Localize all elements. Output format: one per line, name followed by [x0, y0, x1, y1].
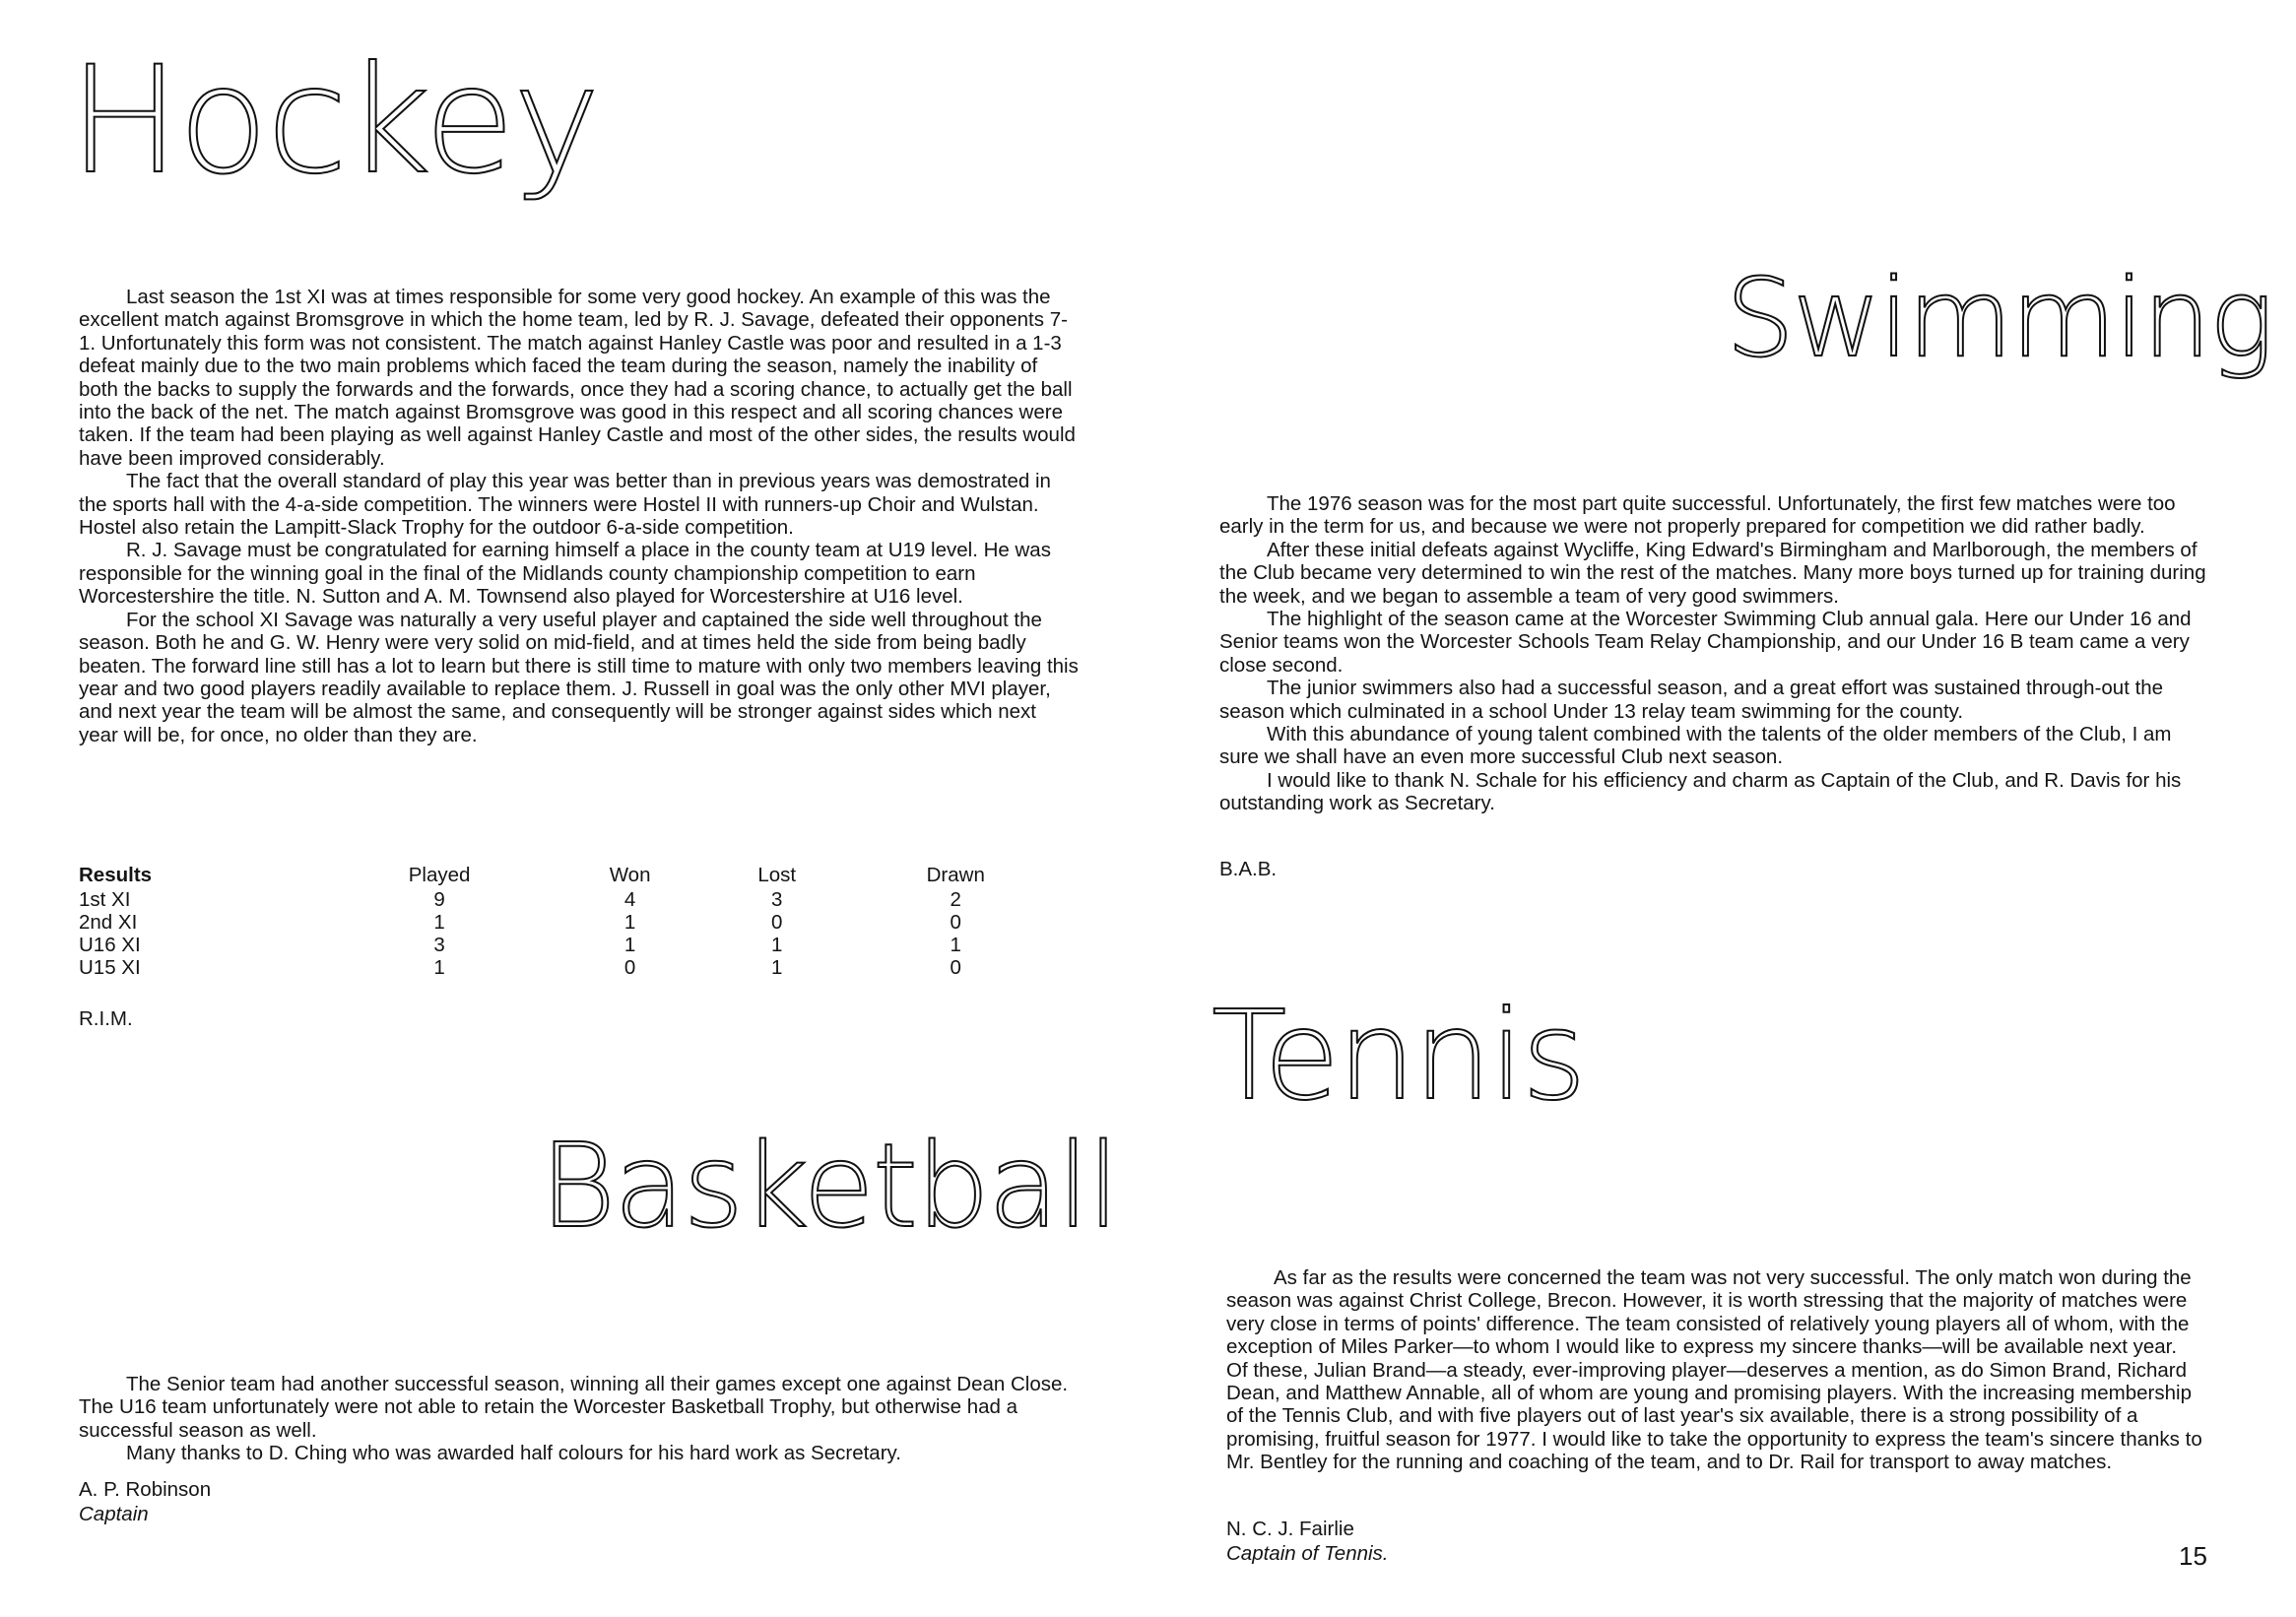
column-header-lost: Lost — [757, 864, 797, 886]
basketball-signature — [79, 1477, 211, 1526]
drawn-cell: 2 — [950, 888, 961, 911]
team-cell: 2nd XI — [79, 911, 138, 934]
signature-name: N. C. J. Fairlie — [1226, 1518, 1354, 1540]
swimming-paragraph: The highlight of the season came at the Worcester Swimming Club annual gala. Here our Under 16 and Senior teams won the Worcester Schools Team Relay Championship, and our Under 16 B team came a very close second. — [1219, 608, 2192, 677]
played-cell: 3 — [433, 934, 445, 956]
swimming-article — [1219, 492, 2209, 815]
drawn-cell: 1 — [950, 934, 961, 956]
hockey-paragraph: R. J. Savage must be congratulated for earning himself a place in the county team at U19 level. He was responsible for the winning goal in the final of the Midlands county championship competition to earn Worcestershire the title. N. Sutton and A. M. Townsend also played for Worcestershire at U16 level. — [79, 539, 1051, 609]
won-cell: 1 — [623, 911, 636, 934]
signature-role: Captain of Tennis. — [1226, 1542, 1389, 1565]
tennis-paragraph: As far as the results were concerned the team was not very successful. The only match won during the season was against Christ College, Brecon. However, it is worth stressing that the majority of matches were very close in terms of points' difference. The team consisted of relatively young players all of whom, with the exception of Miles Parker—to whom I would like to express my sincere thanks—will be available next year. Of these, Julian Brand—a steady, ever-improving player—deserves a mention, as do Simon Brand, Richard Dean, and Matthew Annable, all of whom are young and promising players. With the increasing membership of the Tennis Club, and with five players out of last year's six available, there is a strong possibility of a promising, fruitful season for 1977. I would like to take the opportunity to express the team's sincere thanks to Mr. Bentley for the running and coaching of the team, and to Dr. Rail for transport to away matches. — [1226, 1266, 2202, 1474]
team-cell: U16 XI — [79, 934, 141, 956]
played-cell: 9 — [433, 888, 445, 911]
played-cell: 1 — [433, 956, 445, 979]
won-cell: 1 — [623, 934, 636, 956]
hockey-paragraph: For the school XI Savage was naturally a very useful player and captained the side well throughout the season. Both he and G. W. Henry were very solid on mid-field, and at times held the side from being badly beaten. The forward line still has a lot to learn but there is still time to mature with only two members leaving this year and two good players readily available to replace them. J. Russell in goal was the only other MVI player, and next year the team will be almost the same, and consequently will be stronger against sides which next year will be, for once, no older than they are. — [79, 608, 1079, 746]
hockey-heading: Hockey — [69, 35, 599, 207]
hockey-results-table — [79, 864, 1064, 979]
swimming-heading: Swimming — [1726, 255, 2272, 381]
results-label: Results — [79, 864, 153, 886]
swimming-paragraph: With this abundance of young talent combined with the talents of the older members of the Club, I am sure we shall have an even more successful Club next season. — [1219, 723, 2172, 769]
tennis-heading: Tennis — [1212, 985, 1585, 1128]
column-header-drawn: Drawn — [926, 864, 985, 886]
hockey-paragraph: The fact that the overall standard of play this year was better than in previous years was demostrated in the sports hall with the 4-a-side competition. The winners were Hostel II with runners-up Choir and Wulstan. Hostel also retain the Lampitt-Slack Trophy for the outdoor 6-a-side competition. — [79, 470, 1051, 540]
drawn-cell: 0 — [950, 911, 961, 934]
tennis-article — [1226, 1266, 2203, 1474]
basketball-heading: Basketball — [540, 1118, 1118, 1254]
swimming-paragraph: The junior swimmers also had a successful season, and a great effort was sustained through-out the season which culminated in a school Under 13 relay team swimming for the county. — [1219, 677, 2164, 723]
basketball-article — [79, 1373, 1079, 1465]
swimming-paragraph: The 1976 season was for the most part quite successful. Unfortunately, the first few matches were too early in the term for us, and because we were not properly prepared for competition we did rather badly. — [1219, 492, 2176, 539]
swimming-paragraph: I would like to thank N. Schale for his efficiency and charm as Captain of the Club, and R. Davis for his outstanding work as Secretary. — [1219, 768, 2182, 815]
team-cell: 1st XI — [79, 888, 131, 911]
hockey-signature: R.I.M. — [79, 1007, 133, 1030]
basketball-paragraph: Many thanks to D. Ching who was awarded half colours for his hard work as Secretary. — [126, 1442, 901, 1465]
played-cell: 1 — [433, 911, 445, 934]
page-number: 15 — [2179, 1541, 2207, 1571]
table-row — [79, 956, 1064, 979]
team-cell: U15 XI — [79, 956, 141, 979]
drawn-cell: 0 — [950, 956, 961, 979]
basketball-paragraph: The Senior team had another successful season, winning all their games except one against Dean Close. The U16 team unfortunately were not able to retain the Worcester Basketball Trophy, but otherwise had a successful season as well. — [79, 1373, 1069, 1442]
swimming-paragraph: After these initial defeats against Wycliffe, King Edward's Birmingham and Marlborough, the members of the Club became very determined to win the rest of the matches. Many more boys turned up for training during the week, and we began to assemble a team of very good swimmers. — [1219, 538, 2206, 608]
table-row — [79, 888, 1064, 911]
hockey-paragraph: Last season the 1st XI was at times responsible for some very good hockey. An example of this was the excellent match against Bromsgrove in which the home team, led by R. J. Savage, defeated their opponents 7-1. Unfortunately this form was not consistent. The match against Hanley Castle was poor and resulted in a 1-3 defeat mainly due to the two main problems which faced the team during the season, namely the inability of both the backs to supply the forwards and the forwards, once they had a scoring chance, to actually get the ball into the back of the net. The match against Bromsgrove was good in this respect and all scoring chances were taken. If the team had been playing as well against Hanley Castle and most of the other sides, the results would have been improved considerably. — [79, 286, 1076, 470]
column-header-played: Played — [408, 864, 471, 886]
table-row — [79, 934, 1064, 956]
signature-name: A. P. Robinson — [79, 1478, 212, 1501]
lost-cell: 1 — [771, 934, 783, 956]
swimming-signature: B.A.B. — [1219, 858, 1278, 880]
hockey-article — [79, 286, 1079, 746]
signature-role: Captain — [79, 1503, 149, 1525]
table-row — [79, 911, 1064, 934]
column-header-won: Won — [609, 864, 651, 886]
won-cell: 0 — [623, 956, 636, 979]
tennis-signature — [1226, 1517, 1389, 1566]
lost-cell: 3 — [771, 888, 783, 911]
lost-cell: 0 — [771, 911, 783, 934]
results-header-row — [79, 864, 1064, 888]
lost-cell: 1 — [771, 956, 783, 979]
won-cell: 4 — [623, 888, 636, 911]
